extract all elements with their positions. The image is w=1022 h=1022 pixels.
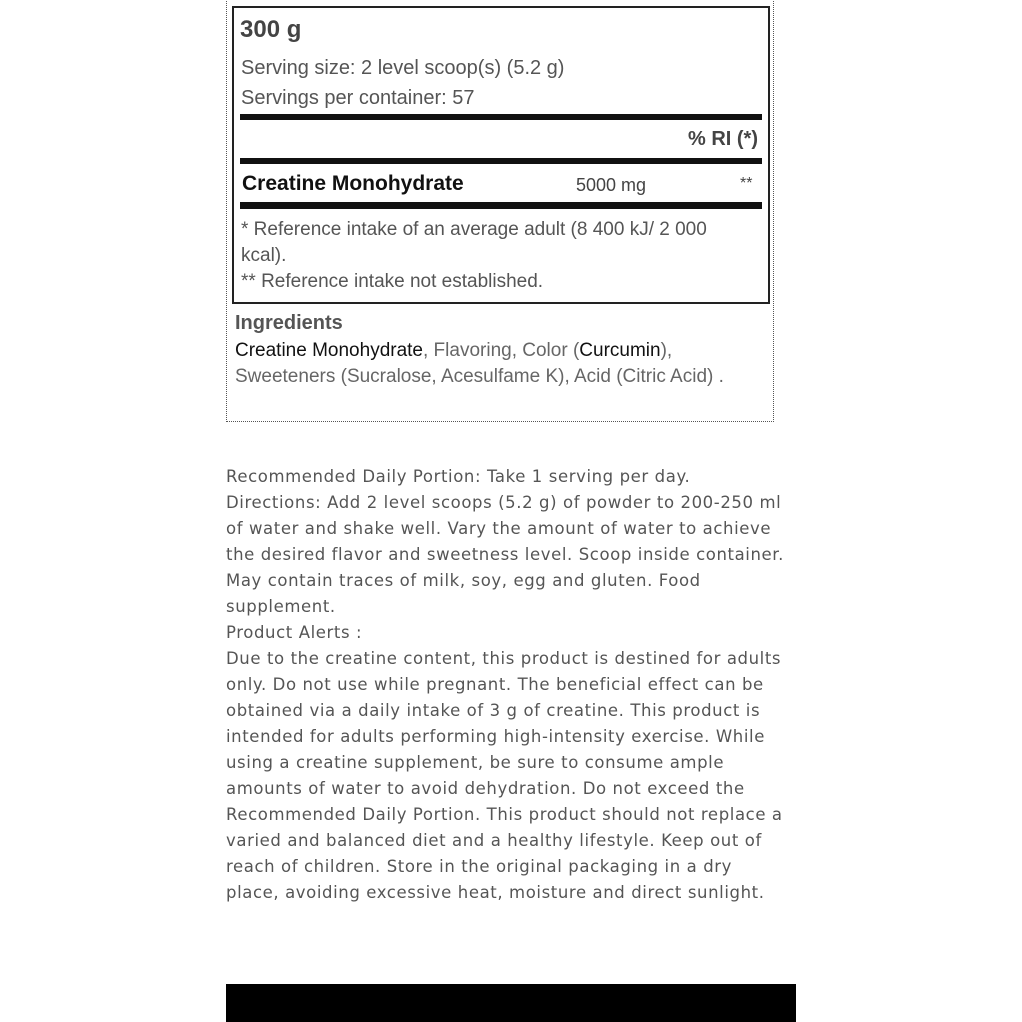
recommended-portion: Recommended Daily Portion: Take 1 serving per day. [226, 467, 691, 486]
ingredient-text: , Flavoring, Color ( [423, 340, 580, 361]
nutrient-amount: 5000 mg [576, 175, 647, 195]
ingredient-creatine: Creatine Monohydrate [235, 340, 423, 361]
net-weight: 300 g [240, 16, 302, 43]
nutrient-name: Creatine Monohydrate [242, 172, 464, 195]
allergen-text: May contain traces of milk, soy, egg and gluten. Food supplement. [226, 571, 701, 616]
facts-footnotes [241, 217, 753, 295]
footer-bar [226, 984, 796, 1022]
directions-section [226, 464, 786, 906]
ingredients-list [235, 338, 765, 390]
ingredient-text-rest: ), Sweeteners (Sucralose, Acesulfame K), Acid (Citric Acid) . [235, 340, 724, 387]
nutrient-ri: ** [740, 175, 753, 192]
footnote-ri: * Reference intake of an average adult (8 400 kJ/ 2 000 kcal). [241, 219, 707, 266]
ingredient-curcumin: Curcumin [579, 340, 661, 361]
servings-per-container: Servings per container: 57 [241, 87, 475, 109]
ingredients-heading: Ingredients [235, 312, 343, 334]
directions-text: Directions: Add 2 level scoops (5.2 g) of powder to 200-250 ml of water and shake well. Vary the amount of water to achieve the desired flavor and sweetness level. Scoop inside container. [226, 493, 784, 564]
facts-rule-header [240, 158, 762, 164]
footnote-not-established: ** Reference intake not established. [241, 271, 544, 292]
alerts-text: Due to the creatine content, this product is destined for adults only. Do not use while pregnant. The beneficial effect can be obtained via a daily intake of 3 g of creatine. This product is intended for adults performing high-intensity exercise. While using a creatine supplement, be sure to consume ample amounts of water to avoid dehydration. Do not exceed the Recommended Daily Portion. This product should not replace a varied and balanced diet and a healthy lifestyle. Keep out of reach of children. Store in the original packaging in a dry place, avoiding excessive heat, moisture and direct sunlight. [226, 649, 783, 902]
serving-size: Serving size: 2 level scoop(s) (5.2 g) [241, 57, 565, 79]
facts-rule-bottom [240, 202, 762, 209]
facts-rule-top [240, 114, 762, 120]
ri-column-header: % RI (*) [688, 128, 758, 150]
alerts-heading: Product Alerts : [226, 623, 363, 642]
